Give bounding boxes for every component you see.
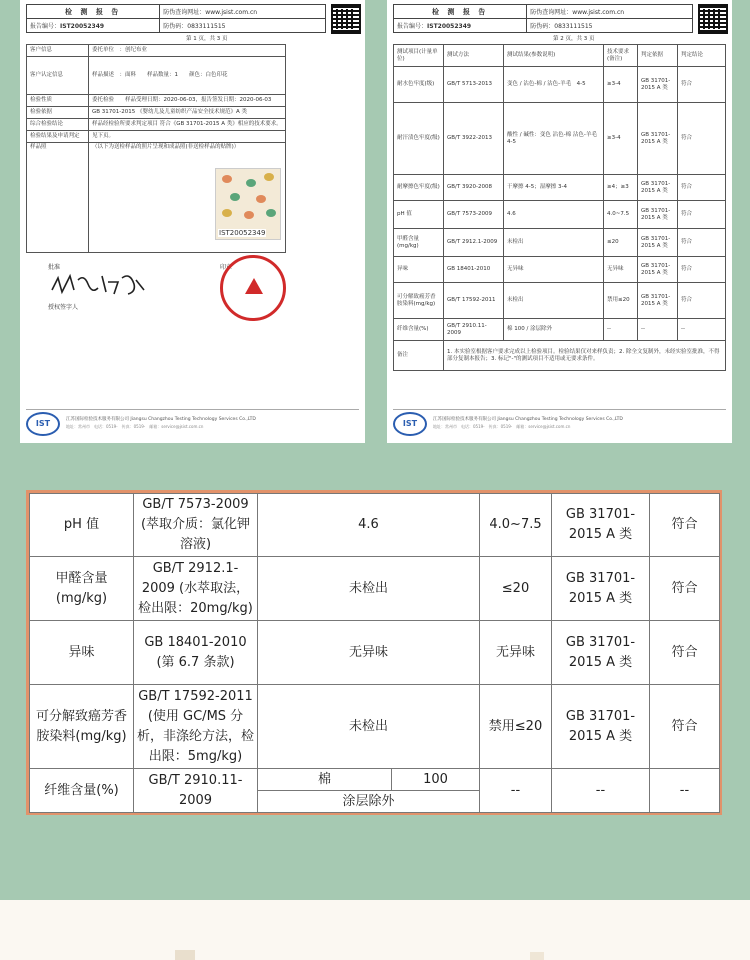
info-key: 综合检验结论 — [27, 119, 89, 131]
cell: -- — [638, 319, 678, 341]
cell: 耐汗渍色牢度(级) — [394, 103, 444, 175]
test-item: 可分解致癌芳香胺染料(mg/kg) — [30, 685, 134, 769]
info-key: 客户认定信息 — [27, 57, 89, 95]
test-result: 无异味 — [258, 621, 480, 685]
verify-site: 防伪查询网址：www.jsist.com.cn — [527, 5, 693, 19]
basis: -- — [552, 769, 650, 813]
report-header — [393, 4, 726, 42]
official-seal — [220, 255, 286, 321]
col-header: 技术要求(备注) — [604, 45, 638, 67]
test-method: GB/T 17592-2011 (使用 GC/MS 分析，非涤纶方法，检出限：5mg/kg) — [134, 685, 258, 769]
test-method: GB/T 7573-2009 (萃取介质：氯化钾溶液) — [134, 494, 258, 557]
sample-photo — [215, 168, 281, 240]
info-key: 样品照 — [27, 143, 89, 253]
report-header — [26, 4, 359, 42]
cell: 符合 — [678, 67, 726, 103]
cell: GB/T 3922-2013 — [444, 103, 504, 175]
test-item: 异味 — [30, 621, 134, 685]
signature — [48, 270, 148, 298]
requirement: -- — [480, 769, 552, 813]
test-result: 未检出 — [258, 685, 480, 769]
verdict: 符合 — [650, 685, 720, 769]
lab-address: 地址：常州市 电话：0519- 传真：0519- 邮箱：service@jsist.com.cn — [66, 424, 204, 429]
table-row — [30, 621, 720, 685]
col-header: 测试方法 — [444, 45, 504, 67]
test-result: 未检出 — [258, 557, 480, 621]
cell: 4.0~7.5 — [604, 201, 638, 229]
cell: 符合 — [678, 229, 726, 257]
col-header: 测试项目(计量单位) — [394, 45, 444, 67]
info-value: 见下页。 — [89, 131, 286, 143]
basis: GB 31701-2015 A 类 — [552, 557, 650, 621]
test-method: GB 18401-2010 (第 6.7 条款) — [134, 621, 258, 685]
verdict: 符合 — [650, 494, 720, 557]
cell: 异味 — [394, 257, 444, 283]
info-value: 样品经检验所要求判定项目 符合《GB 31701-2015 A 类》相应的技术要求。 — [89, 119, 286, 131]
test-method: GB/T 2910.11-2009 — [134, 769, 258, 813]
test-item: 纤维含量(%) — [30, 769, 134, 813]
fiber-value: 100 — [392, 769, 480, 791]
cell: 4.6 — [504, 201, 604, 229]
cell: GB/T 17592-2011 — [444, 283, 504, 319]
requirement: 禁用≤20 — [480, 685, 552, 769]
cell: GB/T 5713-2013 — [444, 67, 504, 103]
cell: 干摩擦 4-5；湿摩擦 3-4 — [504, 175, 604, 201]
results-detail-table — [26, 490, 722, 815]
cell: GB/T 2912.1-2009 — [444, 229, 504, 257]
info-value: （以下为送检样品的照片呈现和成品照(非送检样品的贴牌)） — [89, 143, 286, 253]
info-value: 委托单位 ：创纪布业 — [89, 45, 286, 57]
info-key: 检验结果及申请判定 — [27, 131, 89, 143]
report-footer — [393, 409, 726, 437]
cell: GB 31701-2015 A 类 — [638, 201, 678, 229]
info-value: 样品描述 ：面料 样品数量：1 颜色：白色印花 — [89, 57, 286, 95]
info-value: GB 31701-2015 《婴幼儿及儿童纺织产品安全技术规范》A 类 — [89, 107, 286, 119]
verify-code: 防伪码：0833111515 — [160, 19, 326, 33]
cell: 符合 — [678, 283, 726, 319]
test-item: 甲醛含量 (mg/kg) — [30, 557, 134, 621]
report-title: 检 测 报 告 — [394, 5, 527, 19]
info-key: 检验性质 — [27, 95, 89, 107]
cell: 符合 — [678, 257, 726, 283]
cell: GB 31701-2015 A 类 — [638, 257, 678, 283]
qr-code-icon — [698, 4, 728, 34]
basis: GB 31701-2015 A 类 — [552, 621, 650, 685]
cell: 未检出 — [504, 283, 604, 319]
requirement: 4.0~7.5 — [480, 494, 552, 557]
cell: ≥3-4 — [604, 67, 638, 103]
table-row — [30, 685, 720, 769]
notes-text: 1. 本实验室根据客户要求完成以上检验项目。检验结果仅对来样负责；2. 除全文复制外，未经实验室批准，不得部分复制本报告；3. 标记"-"的测试项目不适用或无要求条件。 — [444, 341, 726, 371]
cell: 酸性 / 碱性：变色 沾色-棉 沾色-羊毛 4-5 — [504, 103, 604, 175]
fiber-note: 涂层除外 — [258, 791, 480, 813]
cell: 可分解致癌芳香胺染料(mg/kg) — [394, 283, 444, 319]
cell: pH 值 — [394, 201, 444, 229]
col-header: 测试结果(参数说明) — [504, 45, 604, 67]
report-footer — [26, 409, 359, 437]
basis: GB 31701-2015 A 类 — [552, 685, 650, 769]
page-indicator: 第 1 页，共 3 页 — [186, 36, 228, 42]
requirement: ≤20 — [480, 557, 552, 621]
cell: GB 18401-2010 — [444, 257, 504, 283]
results-table-mini — [393, 44, 726, 371]
info-value: 委托检验 样品受理日期：2020-06-03，报告签发日期：2020-06-03 — [89, 95, 286, 107]
report-page-2 — [387, 0, 732, 443]
verify-code: 防伪码：0833111515 — [527, 19, 693, 33]
basis: GB 31701-2015 A 类 — [552, 494, 650, 557]
table-row — [30, 769, 720, 791]
cell: GB 31701-2015 A 类 — [638, 175, 678, 201]
ist-logo: IST — [26, 412, 60, 436]
qr-code-icon — [331, 4, 361, 34]
cell: 无异味 — [504, 257, 604, 283]
report-page-1 — [20, 0, 365, 443]
bottom-image-strip — [0, 900, 750, 960]
lab-address: 地址：常州市 电话：0519- 传真：0519- 邮箱：service@jsist.com.cn — [433, 424, 571, 429]
decor-shape — [175, 950, 195, 960]
cell: GB 31701-2015 A 类 — [638, 283, 678, 319]
cell: 禁用≤20 — [604, 283, 638, 319]
ist-logo: IST — [393, 412, 427, 436]
cell: 符合 — [678, 201, 726, 229]
cell: 符合 — [678, 175, 726, 201]
table-row — [30, 557, 720, 621]
cell: 棉 100 / 涂层除外 — [504, 319, 604, 341]
cell: 符合 — [678, 103, 726, 175]
cell: 耐水色牢度(级) — [394, 67, 444, 103]
verdict: -- — [650, 769, 720, 813]
test-result: 4.6 — [258, 494, 480, 557]
cell: -- — [678, 319, 726, 341]
cell: ≥3-4 — [604, 103, 638, 175]
verify-site: 防伪查询网址：www.jsist.com.cn — [160, 5, 326, 19]
cell: 纤维含量(%) — [394, 319, 444, 341]
fiber-material: 棉 — [258, 769, 392, 791]
lab-name: 江苏国际检验技术服务有限公司 Jiangsu Changzhou Testing Technology Services Co.,LTD — [433, 417, 623, 422]
verdict: 符合 — [650, 557, 720, 621]
cell: ≥4；≥3 — [604, 175, 638, 201]
lab-name: 江苏国际检验技术服务有限公司 Jiangsu Changzhou Testing Technology Services Co.,LTD — [66, 417, 256, 422]
cell: GB 31701-2015 A 类 — [638, 103, 678, 175]
info-key: 检验依据 — [27, 107, 89, 119]
authorized-label: 授权签字人 — [48, 304, 79, 311]
requirement: 无异味 — [480, 621, 552, 685]
cell: 甲醛含量(mg/kg) — [394, 229, 444, 257]
cell: -- — [604, 319, 638, 341]
approver-label: 批准 — [48, 264, 61, 271]
info-key: 客户信息 — [27, 45, 89, 57]
table-row — [30, 494, 720, 557]
decor-shape — [530, 952, 544, 960]
cell: GB/T 2910.11-2009 — [444, 319, 504, 341]
notes-label: 备注 — [394, 341, 444, 371]
report-number: 报告编号：IST20052349 — [27, 19, 160, 33]
seal-label: 印章 — [220, 264, 233, 271]
cell: GB 31701-2015 A 类 — [638, 229, 678, 257]
col-header: 判定依据 — [638, 45, 678, 67]
test-item: pH 值 — [30, 494, 134, 557]
cell: 无异味 — [604, 257, 638, 283]
cell: 未检出 — [504, 229, 604, 257]
page-indicator: 第 2 页，共 3 页 — [553, 36, 595, 42]
sample-photo-id: IST20052349 — [219, 229, 266, 237]
cell: 耐摩擦色牢度(级) — [394, 175, 444, 201]
cell: GB 31701-2015 A 类 — [638, 67, 678, 103]
report-title: 检 测 报 告 — [27, 5, 160, 19]
verdict: 符合 — [650, 621, 720, 685]
cell: GB/T 3920-2008 — [444, 175, 504, 201]
cell: ≤20 — [604, 229, 638, 257]
cell: GB/T 7573-2009 — [444, 201, 504, 229]
test-method: GB/T 2912.1-2009 (水萃取法，检出限：20mg/kg) — [134, 557, 258, 621]
cell: 变色 / 沾色-棉 / 沾色-羊毛 4-5 — [504, 67, 604, 103]
col-header: 判定结论 — [678, 45, 726, 67]
report-number: 报告编号：IST20052349 — [394, 19, 527, 33]
